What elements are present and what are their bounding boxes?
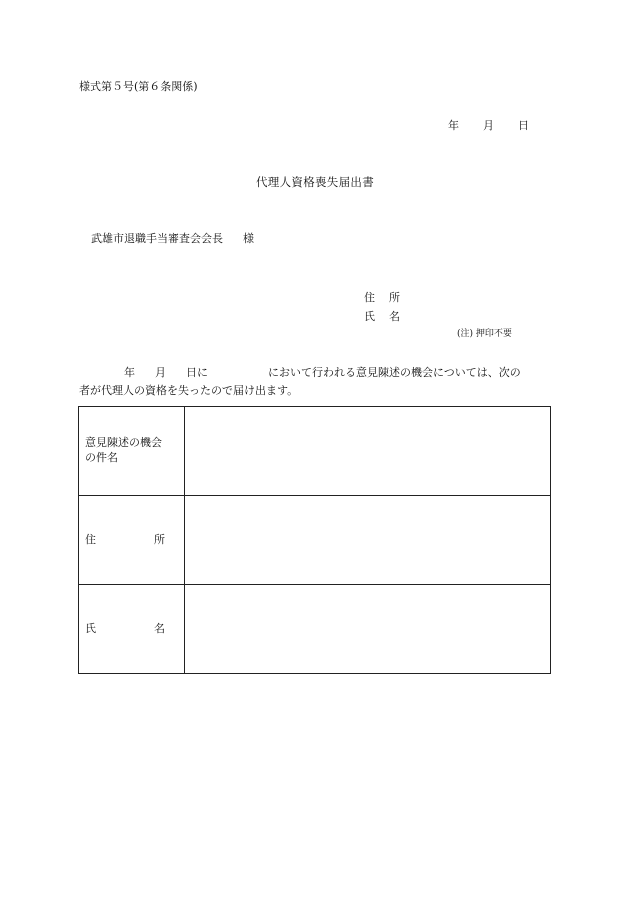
- applicant-address-label: [364, 292, 400, 303]
- subject-label-line-1: 意見陳述の機会: [85, 436, 162, 450]
- form-number: 様式第５号(第６条関係): [79, 80, 198, 93]
- name-char-1: 氏: [364, 310, 375, 323]
- applicant-name-label: [364, 311, 400, 322]
- address-char-1: 住: [364, 291, 375, 304]
- addressee-honorific: 様: [243, 232, 254, 245]
- table-address-char-1: 住: [85, 532, 96, 546]
- name-label: [79, 585, 185, 674]
- info-table: [78, 406, 551, 674]
- table-row-address: [79, 496, 551, 585]
- table-row-name: [79, 585, 551, 674]
- subject-label-line-2: の件名: [85, 451, 118, 464]
- body-day: 日に: [186, 366, 208, 379]
- table-row-subject: [79, 407, 551, 496]
- subject-value[interactable]: [185, 407, 551, 496]
- address-char-2: 所: [389, 291, 400, 304]
- body-month: 月: [155, 366, 166, 379]
- name-value[interactable]: [185, 585, 551, 674]
- table-name-char-2: 名: [154, 621, 165, 635]
- seal-note: (注) 押印不要: [457, 329, 512, 339]
- date-month: 月: [483, 119, 494, 132]
- table-name-char-1: 氏: [85, 621, 96, 635]
- addressee-name: 武雄市退職手当審査会会長: [91, 232, 223, 245]
- subject-label: [79, 407, 185, 496]
- document-title: 代理人資格喪失届出書: [256, 175, 374, 189]
- table-address-char-2: 所: [154, 532, 165, 546]
- addressee: [91, 233, 254, 244]
- name-char-2: 名: [389, 310, 400, 323]
- date-day: 日: [518, 119, 529, 132]
- body-line-2: 者が代理人の資格を失ったので届け出ます。: [79, 384, 299, 397]
- date-line: [448, 120, 529, 131]
- address-label: [79, 496, 185, 585]
- body-rest: において行われる意見陳述の機会については、次の: [268, 366, 521, 379]
- body-line-1: [124, 367, 521, 378]
- address-value[interactable]: [185, 496, 551, 585]
- body-year: 年: [124, 366, 135, 379]
- date-year: 年: [448, 119, 459, 132]
